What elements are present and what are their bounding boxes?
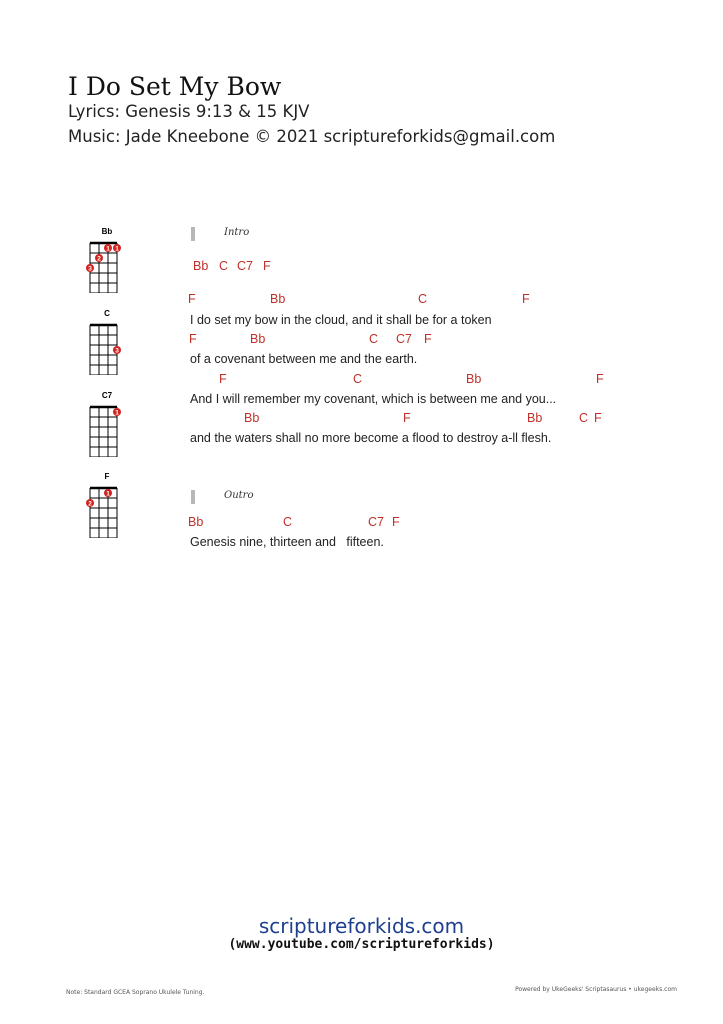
chord: F: [403, 411, 411, 425]
finger-number: 1: [106, 245, 110, 253]
chord-diagram-name: C7: [101, 391, 113, 400]
finger-number: 2: [97, 255, 101, 263]
lyric-line-2: of a covenant between me and the earth.: [190, 352, 418, 366]
chord: F: [219, 372, 227, 386]
chord: C: [418, 292, 428, 306]
outro-lyric: Genesis nine, thirteen and fifteen.: [190, 535, 384, 549]
site-link[interactable]: scriptureforkids.com: [258, 914, 465, 938]
youtube-link[interactable]: (www.youtube.com/scriptureforkids): [228, 937, 495, 952]
chord-diagram-name: Bb: [101, 227, 113, 236]
finger-number: 2: [88, 500, 92, 508]
song-title: I Do Set My Bow: [68, 72, 282, 101]
outro-label: Outro: [224, 490, 254, 501]
chord: C7: [396, 332, 412, 346]
finger-number: 1: [115, 409, 119, 417]
chord: Bb: [244, 411, 260, 425]
finger-number: 1: [115, 245, 119, 253]
lyrics-credit: Lyrics: Genesis 9:13 & 15 KJV: [68, 102, 310, 121]
chord: F: [594, 411, 602, 425]
finger-number: 3: [115, 347, 119, 355]
chord: F: [392, 515, 400, 529]
finger-number: 1: [106, 490, 110, 498]
chord: Bb: [270, 292, 286, 306]
chord: C: [219, 259, 229, 273]
chord: F: [424, 332, 432, 346]
chord-line-2: [0, 332, 723, 348]
chord-diagram-name: F: [104, 472, 110, 481]
fretboard-c7: [84, 401, 126, 457]
lyric-line-1: I do set my bow in the cloud, and it shall be for a token: [190, 313, 492, 327]
tuning-note: Note: Standard GCEA Soprano Ukulele Tuning.: [66, 989, 205, 996]
intro-label: Intro: [224, 227, 250, 238]
finger-number: 3: [88, 265, 92, 273]
chord: F: [522, 292, 530, 306]
chord: C7: [237, 259, 253, 273]
chord: C: [579, 411, 589, 425]
chord: Bb: [466, 372, 482, 386]
chord: Bb: [527, 411, 543, 425]
chord: F: [263, 259, 271, 273]
music-credit: Music: Jade Kneebone © 2021 scriptureforkids@gmail.com: [68, 127, 556, 146]
chord: F: [188, 292, 196, 306]
lyric-line-4: and the waters shall no more become a flood to destroy a-ll flesh.: [190, 431, 552, 445]
chord: C: [369, 332, 379, 346]
chord-line-1: [0, 292, 723, 308]
outro-marker: [191, 490, 195, 504]
chord-line-4: [0, 411, 723, 427]
powered-by: Powered by UkeGeeks' Scriptasaurus • ukegeeks.com: [515, 986, 677, 993]
chord: Bb: [193, 259, 209, 273]
chord: C: [283, 515, 293, 529]
intro-marker: [191, 227, 195, 241]
chord-line-3: [0, 372, 723, 388]
chord: C: [353, 372, 363, 386]
chord: Bb: [250, 332, 266, 346]
chord-diagram-name: C: [104, 309, 110, 318]
chord: Bb: [188, 515, 204, 529]
intro-chord-line: [0, 259, 723, 275]
chord: F: [596, 372, 604, 386]
lyric-line-3: And I will remember my covenant, which is between me and you...: [190, 392, 557, 406]
chord: F: [189, 332, 197, 346]
outro-chord-line: [0, 515, 723, 531]
chord: C7: [368, 515, 384, 529]
